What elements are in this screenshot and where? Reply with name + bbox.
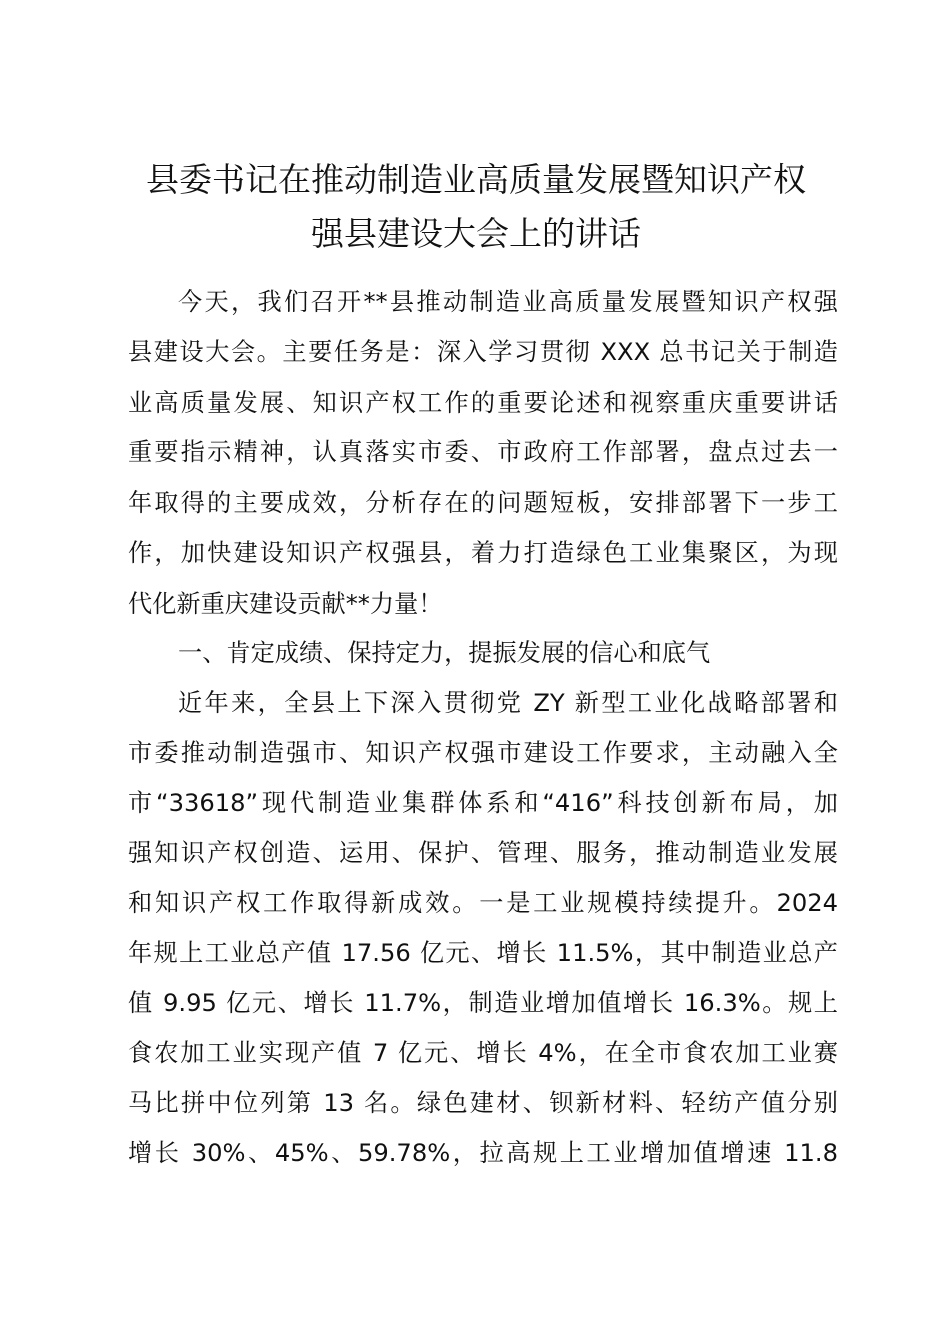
paragraph-line: 值 9.95 亿元、增长 11.7%，制造业增加值增长 16.3%。规上	[128, 989, 838, 1017]
paragraph-line: 作，加快建设知识产权强县，着力打造绿色工业集聚区，为现	[128, 539, 838, 567]
paragraph-line: 市委推动制造强市、知识产权强市建设工作要求，主动融入全	[128, 739, 838, 767]
document-title-line-2: 强县建设大会上的讲话	[311, 214, 641, 253]
paragraph-line: 重要指示精神，认真落实市委、市政府工作部署，盘点过去一	[128, 438, 838, 466]
paragraph-line: 代化新重庆建设贡献**力量！	[128, 590, 443, 618]
paragraph-line: 强知识产权创造、运用、保护、管理、服务，推动制造业发展	[128, 839, 838, 867]
section-heading: 一、肯定成绩、保持定力，提振发展的信心和底气	[178, 639, 711, 667]
paragraph-line: 业高质量发展、知识产权工作的重要论述和视察重庆重要讲话	[128, 389, 838, 417]
paragraph-line: 增长 30%、45%、59.78%，拉高规上工业增加值增速 11.8	[128, 1139, 838, 1167]
paragraph-line: 市“33618”现代制造业集群体系和“416”科技创新布局，加	[128, 789, 838, 817]
paragraph-line: 食农加工业实现产值 7 亿元、增长 4%，在全市食农加工业赛	[128, 1039, 838, 1067]
paragraph-line: 今天，我们召开**县推动制造业高质量发展暨知识产权强	[178, 288, 838, 316]
paragraph-line: 马比拼中位列第 13 名。绿色建材、钡新材料、轻纺产值分别	[128, 1089, 838, 1117]
paragraph-line: 年规上工业总产值 17.56 亿元、增长 11.5%，其中制造业总产	[128, 939, 838, 967]
document-title-line-1: 县委书记在推动制造业高质量发展暨知识产权	[146, 160, 806, 199]
paragraph-line: 年取得的主要成效，分析存在的问题短板，安排部署下一步工	[128, 489, 838, 517]
paragraph-line: 和知识产权工作取得新成效。一是工业规模持续提升。2024	[128, 889, 838, 917]
paragraph-line: 县建设大会。主要任务是：深入学习贯彻 XXX 总书记关于制造	[128, 338, 838, 366]
paragraph-line: 近年来，全县上下深入贯彻党 ZY 新型工业化战略部署和	[178, 689, 838, 717]
